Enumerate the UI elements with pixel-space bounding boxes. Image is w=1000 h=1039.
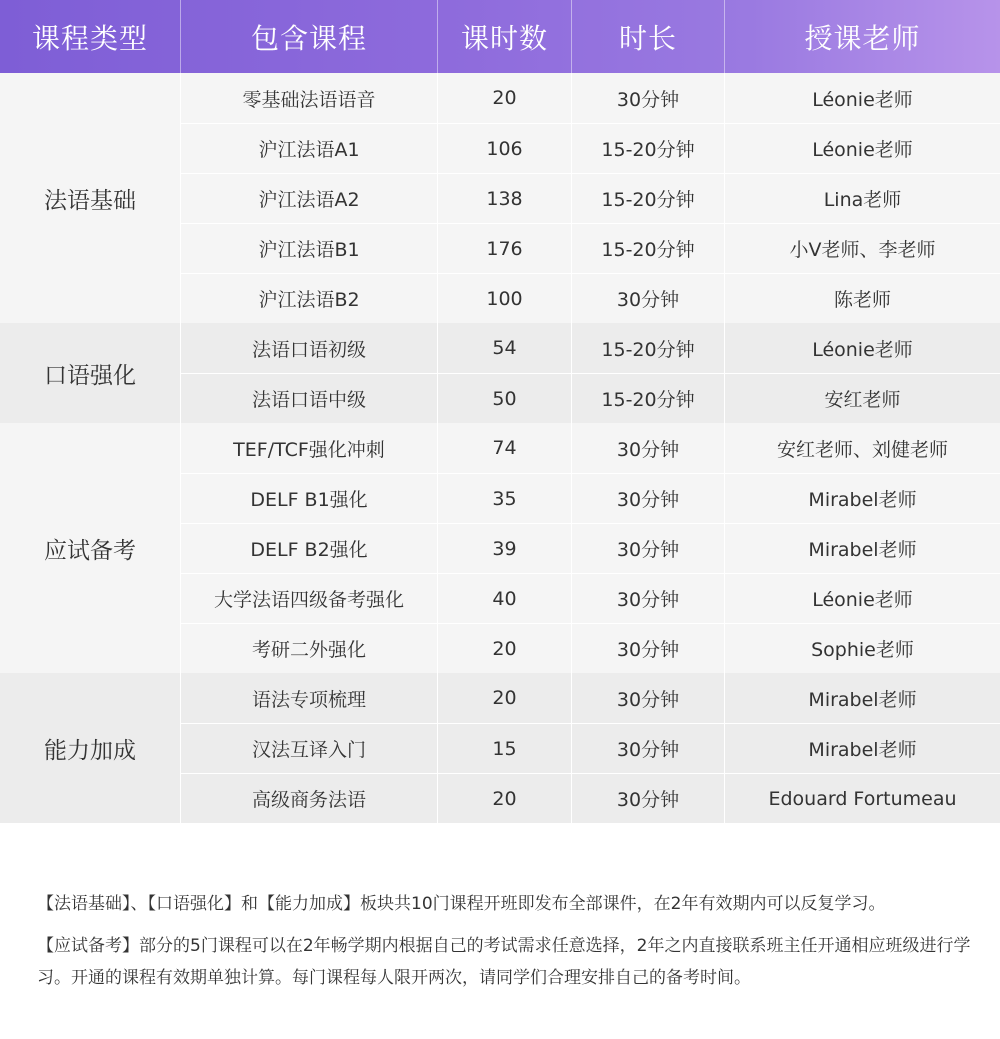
teacher-cell: Mirabel老师	[808, 739, 917, 761]
lesson-count-cell: 20	[438, 73, 572, 123]
lesson-count-cell: 35	[438, 474, 572, 523]
table-row	[181, 373, 1000, 423]
course-name-cell: 法语口语中级	[181, 374, 438, 423]
table-row	[181, 123, 1000, 173]
table-row	[181, 623, 1000, 673]
course-name-cell: 沪江法语A2	[181, 174, 438, 223]
duration-cell: 30分钟	[572, 423, 725, 473]
duration-cell: 30分钟	[572, 474, 725, 523]
lesson-count-cell: 106	[438, 124, 572, 173]
course-name-cell: 汉法互译入门	[181, 724, 438, 773]
course-name-cell: 沪江法语B2	[181, 274, 438, 323]
lesson-count-cell: 138	[438, 174, 572, 223]
course-name-cell: DELF B2强化	[181, 524, 438, 573]
lesson-count-cell: 176	[438, 224, 572, 273]
course-name-cell: 语法专项梳理	[181, 673, 438, 723]
teacher-cell: Léonie老师	[812, 139, 913, 161]
duration-cell: 30分钟	[572, 724, 725, 773]
duration-cell: 30分钟	[572, 524, 725, 573]
header-teacher: 授课老师	[804, 21, 921, 55]
teacher-cell: Lina老师	[823, 189, 902, 211]
lesson-count-cell: 100	[438, 274, 572, 323]
teacher-cell: Mirabel老师	[808, 688, 917, 711]
course-name-cell: 法语口语初级	[181, 323, 438, 373]
duration-cell: 30分钟	[572, 73, 725, 123]
teacher-cell: Sophie老师	[811, 639, 914, 661]
table-row	[181, 723, 1000, 773]
course-name-cell: DELF B1强化	[181, 474, 438, 523]
teacher-cell: 安红老师	[824, 389, 901, 411]
header-included-courses: 包含课程	[181, 0, 438, 73]
table-row	[181, 273, 1000, 323]
course-name-cell: 零基础法语语音	[181, 73, 438, 123]
note-paragraph: 【应试备考】部分的5门课程可以在2年畅学期内根据自己的考试需求任意选择，2年之内直接联系班主任开通相应班级进行学习。开通的课程有效期单独计算。每门课程每人限开两次，请同学们合理安排自己的备考时间。	[37, 936, 971, 988]
teacher-cell: 小V老师、李老师	[789, 239, 936, 261]
teacher-cell: Mirabel老师	[808, 489, 917, 511]
lesson-count-cell: 20	[438, 624, 572, 673]
header-course-type: 课程类型	[0, 0, 181, 73]
lesson-count-cell: 40	[438, 574, 572, 623]
duration-cell: 15-20分钟	[572, 224, 725, 273]
lesson-count-cell: 50	[438, 374, 572, 423]
duration-cell: 30分钟	[572, 574, 725, 623]
header-duration: 时长	[572, 0, 725, 73]
duration-cell: 30分钟	[572, 673, 725, 723]
duration-cell: 30分钟	[572, 774, 725, 823]
course-name-cell: 沪江法语A1	[181, 124, 438, 173]
table-row	[181, 223, 1000, 273]
category-cell: 能力加成	[0, 673, 181, 823]
lesson-count-cell: 20	[438, 774, 572, 823]
lesson-count-cell: 20	[438, 673, 572, 723]
header-lesson-count: 课时数	[438, 0, 572, 73]
table-row	[181, 323, 1000, 373]
note-paragraph: 【法语基础】、【口语强化】和【能力加成】板块共10门课程开班即发布全部课件，在2年有效期内可以反复学习。	[37, 894, 886, 914]
table-header	[0, 0, 1000, 73]
table-row	[181, 423, 1000, 473]
duration-cell: 30分钟	[572, 624, 725, 673]
duration-cell: 15-20分钟	[572, 374, 725, 423]
teacher-cell: Mirabel老师	[808, 539, 917, 561]
course-group	[0, 423, 1000, 673]
teacher-cell: Léonie老师	[812, 88, 913, 111]
table-row	[181, 473, 1000, 523]
category-cell: 应试备考	[0, 423, 181, 673]
lesson-count-cell: 39	[438, 524, 572, 573]
table-row	[181, 173, 1000, 223]
lesson-count-cell: 15	[438, 724, 572, 773]
table-row	[181, 573, 1000, 623]
lesson-count-cell: 54	[438, 323, 572, 373]
teacher-cell: Léonie老师	[812, 589, 913, 611]
lesson-count-cell: 74	[438, 423, 572, 473]
course-group	[0, 673, 1000, 823]
teacher-cell: Léonie老师	[812, 338, 913, 361]
course-group	[0, 323, 1000, 423]
table-row	[181, 73, 1000, 123]
duration-cell: 30分钟	[572, 274, 725, 323]
course-name-cell: 考研二外强化	[181, 624, 438, 673]
category-cell: 法语基础	[0, 73, 181, 323]
table-body	[0, 73, 1000, 823]
duration-cell: 15-20分钟	[572, 124, 725, 173]
table-row	[181, 773, 1000, 823]
course-name-cell: 沪江法语B1	[181, 224, 438, 273]
category-cell: 口语强化	[0, 323, 181, 423]
teacher-cell: Edouard Fortumeau	[768, 787, 957, 810]
teacher-cell: 陈老师	[833, 289, 891, 311]
course-name-cell: 大学法语四级备考强化	[181, 574, 438, 623]
table-row	[181, 523, 1000, 573]
notes	[37, 888, 987, 1004]
table-row	[181, 673, 1000, 723]
course-name-cell: 高级商务法语	[181, 774, 438, 823]
course-name-cell: TEF/TCF强化冲刺	[181, 423, 438, 473]
duration-cell: 15-20分钟	[572, 174, 725, 223]
course-group	[0, 73, 1000, 323]
duration-cell: 15-20分钟	[572, 323, 725, 373]
teacher-cell: 安红老师、刘健老师	[776, 438, 948, 461]
